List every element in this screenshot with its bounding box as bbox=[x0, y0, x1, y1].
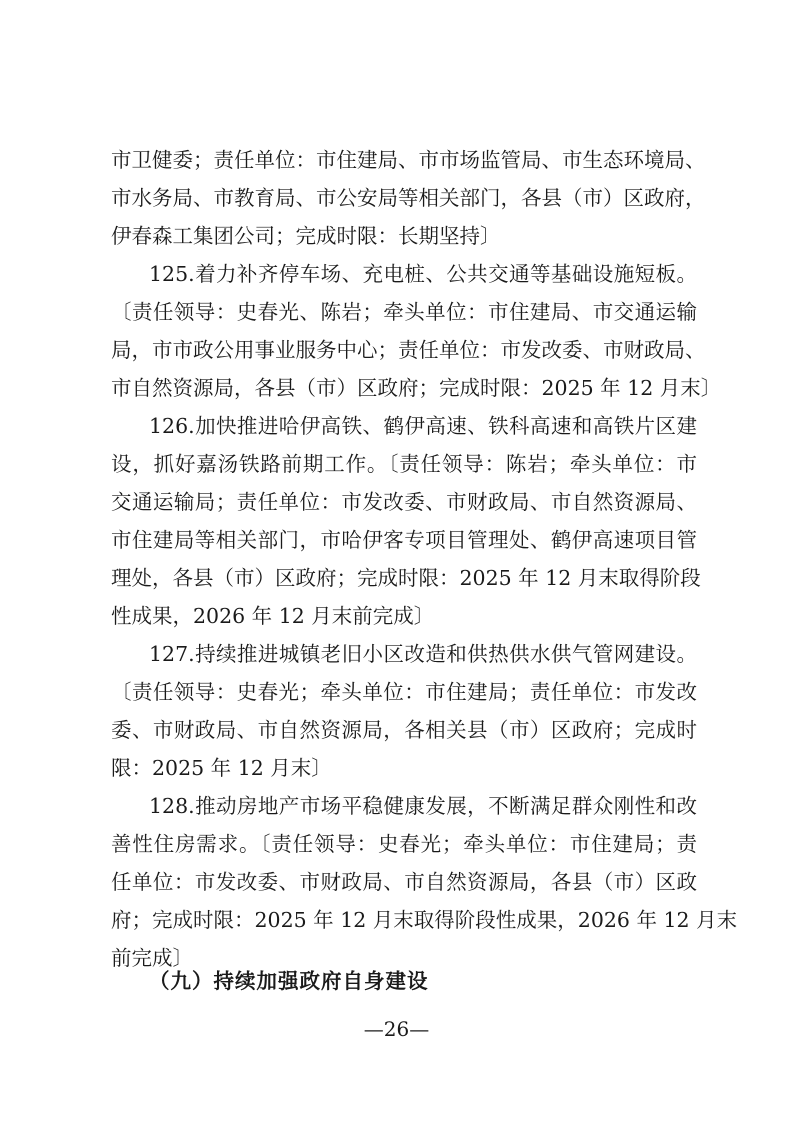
text-line: 任单位：市发改委、市财政局、市自然资源局，各县（市）区政 bbox=[111, 870, 697, 894]
text-line: 市自然资源局，各县（市）区政府；完成时限：2025 年 12 月末〕 bbox=[111, 376, 722, 400]
text-line: 伊春森工集团公司；完成时限：长期坚持〕 bbox=[111, 224, 501, 248]
item-125-first-line: 125.着力补齐停车场、充电桩、公共交通等基础设施短板。 bbox=[149, 262, 697, 286]
text-line: 性成果，2026 年 12 月末前完成〕 bbox=[111, 604, 435, 628]
text-line: 局，市市政公用事业服务中心；责任单位：市发改委、市财政局、 bbox=[111, 338, 706, 362]
text-line: 市住建局等相关部门，市哈伊客专项目管理处、鹤伊高速项目管 bbox=[111, 528, 697, 552]
text-line: 交通运输局；责任单位：市发改委、市财政局、市自然资源局、 bbox=[111, 490, 697, 514]
text-line: 前完成〕 bbox=[111, 946, 193, 970]
text-line: 市水务局、市教育局、市公安局等相关部门，各县（市）区政府， bbox=[111, 186, 706, 210]
text-line: 市卫健委；责任单位：市住建局、市市场监管局、市生态环境局、 bbox=[111, 148, 706, 172]
text-line: 〔责任领导：史春光；牵头单位：市住建局；责任单位：市发改 bbox=[111, 680, 697, 704]
page-number: —26— bbox=[363, 1017, 430, 1041]
item-128-first-line: 128.推动房地产市场平稳健康发展，不断满足群众刚性和改 bbox=[149, 794, 697, 818]
text-line: 设，抓好嘉汤铁路前期工作。〔责任领导：陈岩；牵头单位：市 bbox=[111, 452, 697, 476]
item-126-first-line: 126.加快推进哈伊高铁、鹤伊高速、铁科高速和高铁片区建 bbox=[149, 414, 697, 438]
text-line: 委、市财政局、市自然资源局，各相关县（市）区政府；完成时 bbox=[111, 718, 697, 742]
item-127-first-line: 127.持续推进城镇老旧小区改造和供热供水供气管网建设。 bbox=[149, 642, 697, 666]
text-line: 理处，各县（市）区政府；完成时限：2025 年 12 月末取得阶段 bbox=[111, 566, 701, 590]
text-line: 善性住房需求。〔责任领导：史春光；牵头单位：市住建局；责 bbox=[111, 832, 697, 856]
text-line: 限：2025 年 12 月末〕 bbox=[111, 756, 332, 780]
text-line: 府；完成时限：2025 年 12 月末取得阶段性成果，2026 年 12 月末 bbox=[111, 908, 738, 932]
text-line: 〔责任领导：史春光、陈岩；牵头单位：市住建局、市交通运输 bbox=[111, 300, 697, 324]
section-heading: （九）持续加强政府自身建设 bbox=[149, 969, 429, 993]
